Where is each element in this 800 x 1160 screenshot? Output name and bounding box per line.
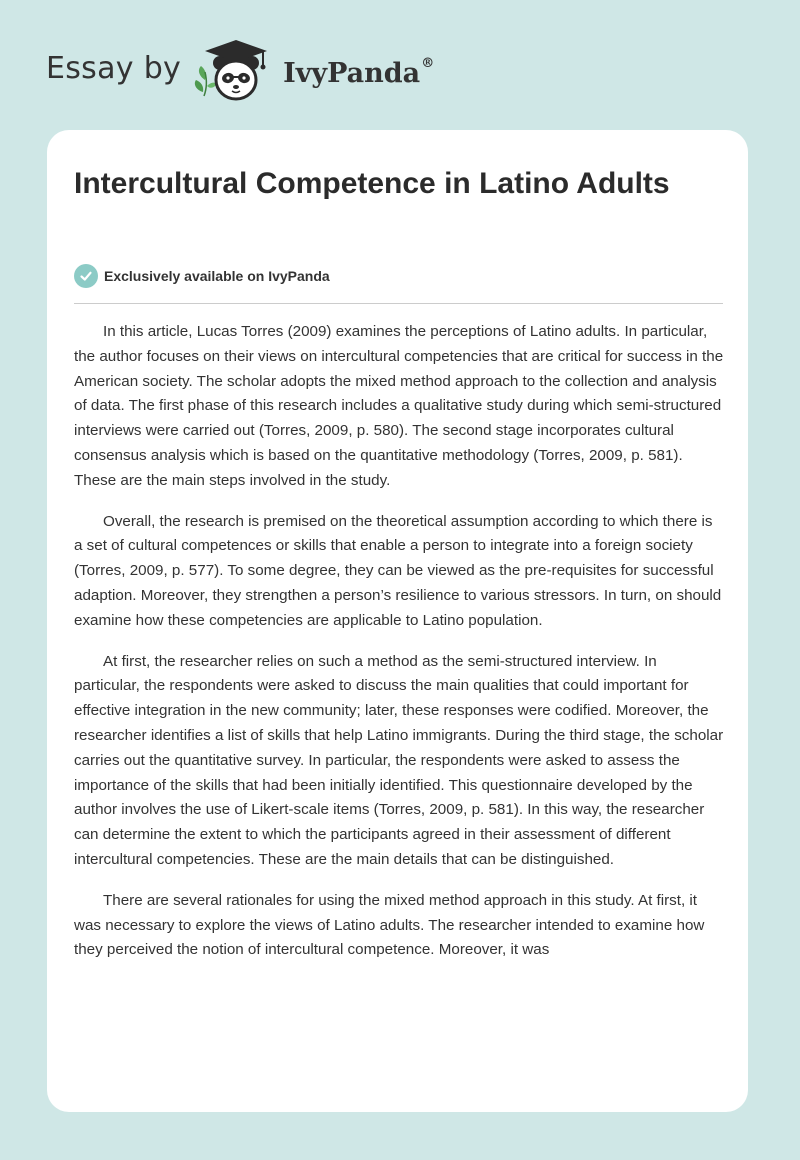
exclusive-badge [74, 264, 330, 288]
essay-paragraph: At first, the researcher relies on such a method as the semi-structured interview. In particular, the respondents were asked to discuss the main qualities that could important for effective integration in the new community; later, these responses were codified. Moreover, the researcher identifies a list of skills that help Latino immigrants. During the third stage, the scholar carries out the quantitative survey. In particular, the respondents were asked to assess the importance of the skills that had been initially identified. This questionnaire developed by the author involves the use of Likert-scale items (Torres, 2009, p. 581). In this way, the researcher can determine the extent to which the participants agreed in their assessment of different intercultural competencies. These are the main details that can be distinguished. [74, 652, 724, 868]
essay-paragraph: In this article, Lucas Torres (2009) examines the perceptions of Latino adults. In particular, the author focuses on their views on intercultural competencies that are critical for success in the American society. The scholar adopts the mixed method approach to the collection and analysis of data. The first phase of this research includes a qualitative study during which semi-structured interviews were carried out (Torres, 2009, p. 580). The second stage incorporates cultural consensus analysis which is based on the quantitative methodology (Torres, 2009, p. 581). These are the main steps involved in the study. [74, 323, 724, 489]
essay-paragraph: There are several rationales for using the mixed method approach in this study. At first, it was necessary to explore the views of Latino adults. The researcher intended to examine how they perceived the notion of intercultural competence. Moreover, it was [74, 891, 705, 959]
title-divider [74, 303, 723, 304]
essay-paragraph: Overall, the research is premised on the theoretical assumption according to which there is a set of cultural competences or skills that enable a person to integrate into a foreign society (Torres, 2009, p. 577). To some degree, they can be viewed as the pre-requisites for successful adaption. Moreover, they strengthen a person’s resilience to various stressors. In turn, on should examine how these competencies are applicable to Latino population. [74, 512, 722, 629]
exclusive-badge-label: Exclusively available on IvyPanda [104, 268, 330, 284]
brand-name[interactable] [283, 55, 435, 89]
brand-label: IvyPanda [283, 57, 421, 89]
site-header [46, 36, 434, 106]
essay-body [74, 320, 724, 979]
essay-by-label: Essay by [46, 50, 182, 86]
panda-logo-icon[interactable] [191, 36, 279, 106]
essay-card [47, 130, 748, 1112]
essay-title: Intercultural Competence in Latino Adults [74, 167, 670, 200]
registered-mark: ® [421, 55, 435, 71]
checkmark-icon [74, 264, 98, 288]
